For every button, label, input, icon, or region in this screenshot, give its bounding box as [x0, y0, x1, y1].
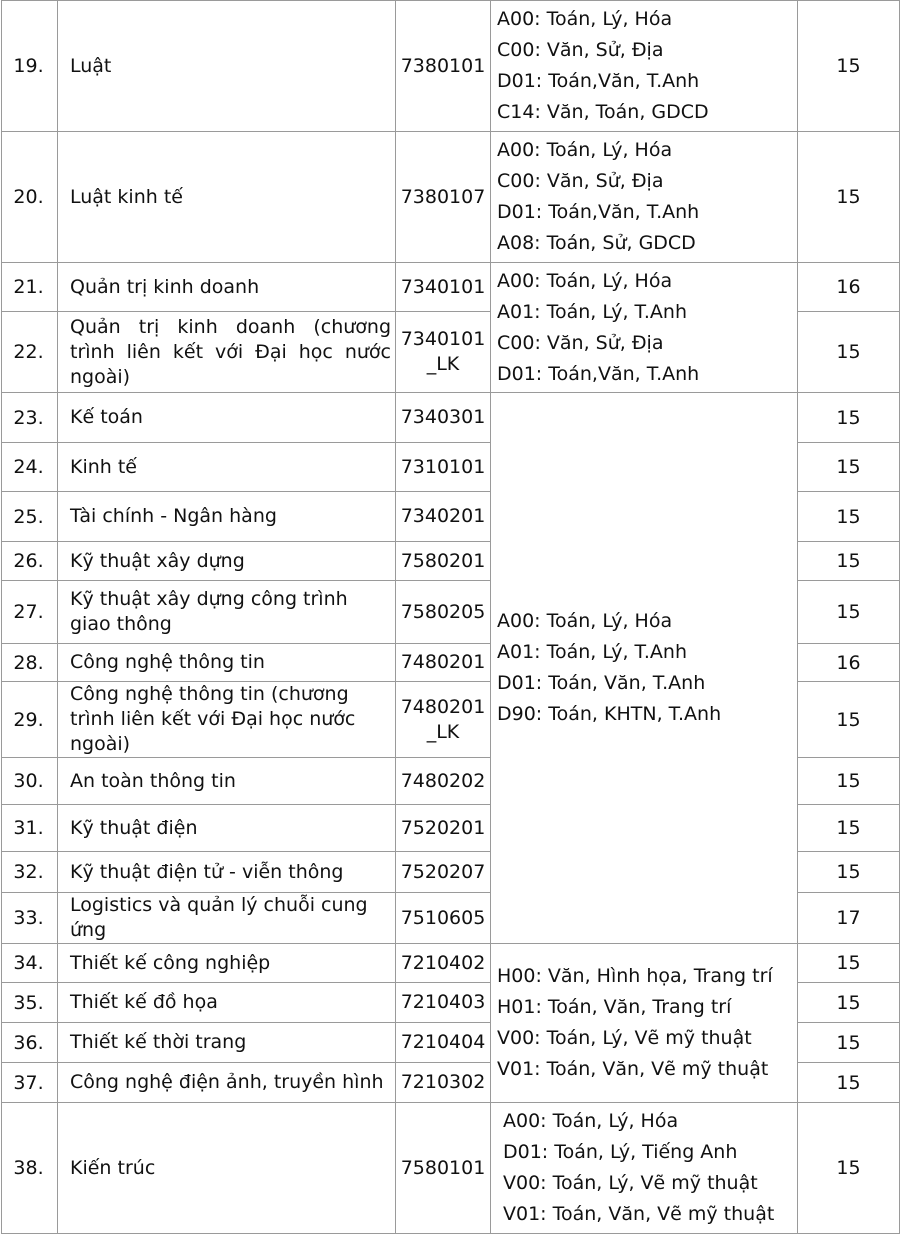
- admission-score: 15: [798, 682, 900, 758]
- combination-item: H01: Toán, Văn, Trang trí: [497, 996, 732, 1018]
- major-name: Công nghệ điện ảnh, truyền hình: [58, 1063, 396, 1103]
- major-name: Thiết kế công nghiệp: [58, 944, 396, 983]
- admission-score: 15: [798, 1023, 900, 1063]
- major-name: Kỹ thuật điện: [58, 805, 396, 852]
- combination-item: C00: Văn, Sử, Địa: [497, 170, 664, 192]
- admission-score: 16: [798, 263, 900, 312]
- major-code: 7210302: [396, 1063, 491, 1103]
- row-number: 25.: [2, 492, 58, 542]
- row-number: 29.: [2, 682, 58, 758]
- major-code: 7380107: [396, 132, 491, 263]
- admission-score: 15: [798, 132, 900, 263]
- row-number: 20.: [2, 132, 58, 263]
- major-code: 7340101: [396, 263, 491, 312]
- major-code: 7340301: [396, 393, 491, 443]
- combination-item: D90: Toán, KHTN, T.Anh: [497, 703, 722, 725]
- admission-score: 15: [798, 312, 900, 393]
- major-code: 7580101: [396, 1103, 491, 1234]
- row-number: 32.: [2, 852, 58, 893]
- row-number: 27.: [2, 581, 58, 644]
- admission-score: 15: [798, 944, 900, 983]
- major-name: Quản trị kinh doanh: [58, 263, 396, 312]
- row-number: 37.: [2, 1063, 58, 1103]
- admission-score: 15: [798, 852, 900, 893]
- combination-item: D01: Toán, Văn, T.Anh: [497, 672, 706, 694]
- admission-score: 15: [798, 805, 900, 852]
- major-name: Công nghệ thông tin: [58, 644, 396, 682]
- admission-score: 15: [798, 443, 900, 492]
- row-number: 35.: [2, 983, 58, 1023]
- combination-item: A00: Toán, Lý, Hóa: [503, 1110, 679, 1132]
- admission-score: 15: [798, 581, 900, 644]
- admission-score: 15: [798, 393, 900, 443]
- subject-combinations-design: [491, 944, 798, 1103]
- major-name: Tài chính - Ngân hàng: [58, 492, 396, 542]
- combination-item: A00: Toán, Lý, Hóa: [497, 610, 673, 632]
- admission-score: 17: [798, 893, 900, 944]
- row-number: 24.: [2, 443, 58, 492]
- major-name: Kinh tế: [58, 443, 396, 492]
- combination-item: C14: Văn, Toán, GDCD: [497, 101, 709, 123]
- row-number: 26.: [2, 542, 58, 581]
- combination-item: V01: Toán, Văn, Vẽ mỹ thuật: [503, 1203, 775, 1225]
- row-number: 36.: [2, 1023, 58, 1063]
- table-row: [2, 1, 900, 132]
- subject-combinations: [491, 1103, 798, 1234]
- major-code: 7380101: [396, 1, 491, 132]
- admission-score: 16: [798, 644, 900, 682]
- combination-item: A00: Toán, Lý, Hóa: [497, 8, 673, 30]
- major-name: Kỹ thuật xây dựng công trình giao thông: [58, 581, 396, 644]
- admission-score: 15: [798, 1063, 900, 1103]
- major-name: Quản trị kinh doanh (chương trình liên kết với Đại học nước ngoài): [58, 312, 396, 393]
- major-name: Logistics và quản lý chuỗi cung ứng: [58, 893, 396, 944]
- major-code: 7480201: [396, 644, 491, 682]
- major-name: Kỹ thuật xây dựng: [58, 542, 396, 581]
- combination-item: A08: Toán, Sử, GDCD: [497, 232, 696, 254]
- row-number: 38.: [2, 1103, 58, 1234]
- table-row: [2, 1103, 900, 1234]
- major-code: 7310101: [396, 443, 491, 492]
- major-code: 7340201: [396, 492, 491, 542]
- subject-combinations-business: [491, 263, 798, 393]
- combination-item: A00: Toán, Lý, Hóa: [497, 139, 673, 161]
- major-code: 7480202: [396, 758, 491, 805]
- major-code: 7520201: [396, 805, 491, 852]
- table-row: [2, 263, 900, 312]
- combination-item: D01: Toán,Văn, T.Anh: [497, 201, 700, 223]
- combination-item: A00: Toán, Lý, Hóa: [497, 269, 673, 292]
- major-code: 7480201 _LK: [396, 682, 491, 758]
- combination-item: D01: Toán,Văn, T.Anh: [497, 70, 700, 92]
- table-row: [2, 132, 900, 263]
- major-code: 7210403: [396, 983, 491, 1023]
- table-row: [2, 393, 900, 443]
- row-number: 21.: [2, 263, 58, 312]
- major-name: Kỹ thuật điện tử - viễn thông: [58, 852, 396, 893]
- row-number: 19.: [2, 1, 58, 132]
- row-number: 28.: [2, 644, 58, 682]
- major-name: Thiết kế thời trang: [58, 1023, 396, 1063]
- subject-combinations: [491, 1, 798, 132]
- combination-item: V01: Toán, Văn, Vẽ mỹ thuật: [497, 1058, 769, 1080]
- row-number: 23.: [2, 393, 58, 443]
- row-number: 33.: [2, 893, 58, 944]
- major-code: 7210404: [396, 1023, 491, 1063]
- major-code: 7580205: [396, 581, 491, 644]
- combination-item: D01: Toán,Văn, T.Anh: [497, 362, 700, 385]
- subject-combinations: [491, 132, 798, 263]
- combination-item: V00: Toán, Lý, Vẽ mỹ thuật: [497, 1027, 752, 1049]
- admission-score: 15: [798, 1, 900, 132]
- major-name: Kiến trúc: [58, 1103, 396, 1234]
- combination-item: A01: Toán, Lý, T.Anh: [497, 300, 688, 323]
- major-name: Luật kinh tế: [58, 132, 396, 263]
- major-name: Thiết kế đồ họa: [58, 983, 396, 1023]
- admission-score: 15: [798, 983, 900, 1023]
- table-row: [2, 944, 900, 983]
- row-number: 22.: [2, 312, 58, 393]
- combination-item: C00: Văn, Sử, Địa: [497, 39, 664, 61]
- combination-item: C00: Văn, Sử, Địa: [497, 331, 664, 354]
- combination-item: D01: Toán, Lý, Tiếng Anh: [503, 1141, 738, 1163]
- major-code: 7580201: [396, 542, 491, 581]
- major-code: 7340101 _LK: [396, 312, 491, 393]
- admission-score: 15: [798, 1103, 900, 1234]
- major-name: Công nghệ thông tin (chương trình liên kết với Đại học nước ngoài): [58, 682, 396, 758]
- row-number: 30.: [2, 758, 58, 805]
- major-name: An toàn thông tin: [58, 758, 396, 805]
- admission-score: 15: [798, 758, 900, 805]
- combination-item: A01: Toán, Lý, T.Anh: [497, 641, 688, 663]
- subject-combinations-engineering: [491, 393, 798, 944]
- combination-item: H00: Văn, Hình họa, Trang trí: [497, 965, 773, 987]
- row-number: 31.: [2, 805, 58, 852]
- major-code: 7210402: [396, 944, 491, 983]
- major-name: Luật: [58, 1, 396, 132]
- admission-score: 15: [798, 492, 900, 542]
- major-name: Kế toán: [58, 393, 396, 443]
- row-number: 34.: [2, 944, 58, 983]
- admission-score: 15: [798, 542, 900, 581]
- major-code: 7510605: [396, 893, 491, 944]
- major-code: 7520207: [396, 852, 491, 893]
- combination-item: V00: Toán, Lý, Vẽ mỹ thuật: [503, 1172, 758, 1194]
- admission-score-table: [1, 0, 900, 1234]
